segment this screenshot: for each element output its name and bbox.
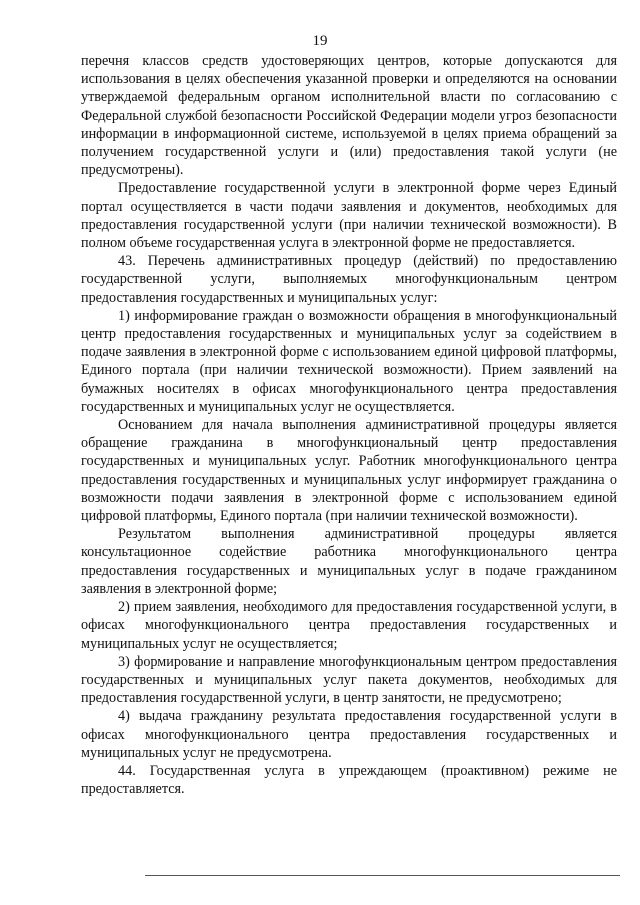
paragraph-electronic-form: Предоставление государственной услуги в электронной форме через Единый портал осуществляется в части подачи заявления и документов, необходимых для предоставления государственной услуги (при наличии технической возможности). В полном объеме государственная услуга в электронной форме не предоставляется. [81,180,617,252]
paragraph-procedure-basis: Основанием для начала выполнения административной процедуры является обращение гражданина в многофункциональный центр предоставления государственных и муниципальных услуг. Работник многофункционального центра предоставления государственных и муниципальных услуг информирует гражданина о возможности подачи заявления в электронной форме с использованием единой цифровой платформы, Единого портала (при наличии технической возможности). [81,417,617,525]
paragraph-subitem-3: 3) формирование и направление многофункциональным центром предоставления государственных и муниципальных услуг пакета документов, необходимых для предоставления государственной услуги, в центр занятости, не предусмотрено; [81,653,617,707]
page-number: 19 [312,33,328,49]
paragraph-item-44: 44. Государственная услуга в упреждающем (проактивном) режиме не предоставляется. [81,762,617,798]
footer-divider [145,875,620,876]
paragraph-subitem-4: 4) выдача гражданину результата предоставления государственной услуги в офисах многофункционального центра предоставления государственных и муниципальных услуг не предусмотрена. [81,708,617,761]
document-body [81,52,617,798]
paragraph-continuation: перечня классов средств удостоверяющих центров, которые допускаются для использования в целях обеспечения указанной проверки и определяются на основании утверждаемой федеральным органом исполнительной власти по согласованию с Федеральной службой безопасности Российской Федерации модели угроз безопасности информации в информационной системе, используемой в целях приема обращений за получением государственной услуги и (или) предоставления такой услуги (не предусмотрены). [81,53,617,179]
paragraph-subitem-2: 2) прием заявления, необходимого для предоставления государственной услуги, в офисах многофункционального центра предоставления государственных и муниципальных услуг не осуществляется; [81,599,617,652]
paragraph-subitem-1: 1) информирование граждан о возможности обращения в многофункциональный центр предоставления государственных и муниципальных услуг за содействием в подаче заявления в электронной форме с использованием единой цифровой платформы, Единого портала (при наличии технической возможности). Прием заявлений на бумажных носителях в офисах многофункционального центра предоставления государственных и муниципальных услуг не осуществляется. [81,307,617,415]
paragraph-item-43: 43. Перечень административных процедур (действий) по предоставлению государственной услуги, выполняемых многофункциональным центром предоставления государственных и муниципальных услуг: [81,253,617,306]
paragraph-procedure-result: Результатом выполнения административной процедуры является консультационное содействие работника многофункционального центра предоставления государственных и муниципальных услуг в подаче гражданином заявления в электронной форме; [81,526,617,597]
